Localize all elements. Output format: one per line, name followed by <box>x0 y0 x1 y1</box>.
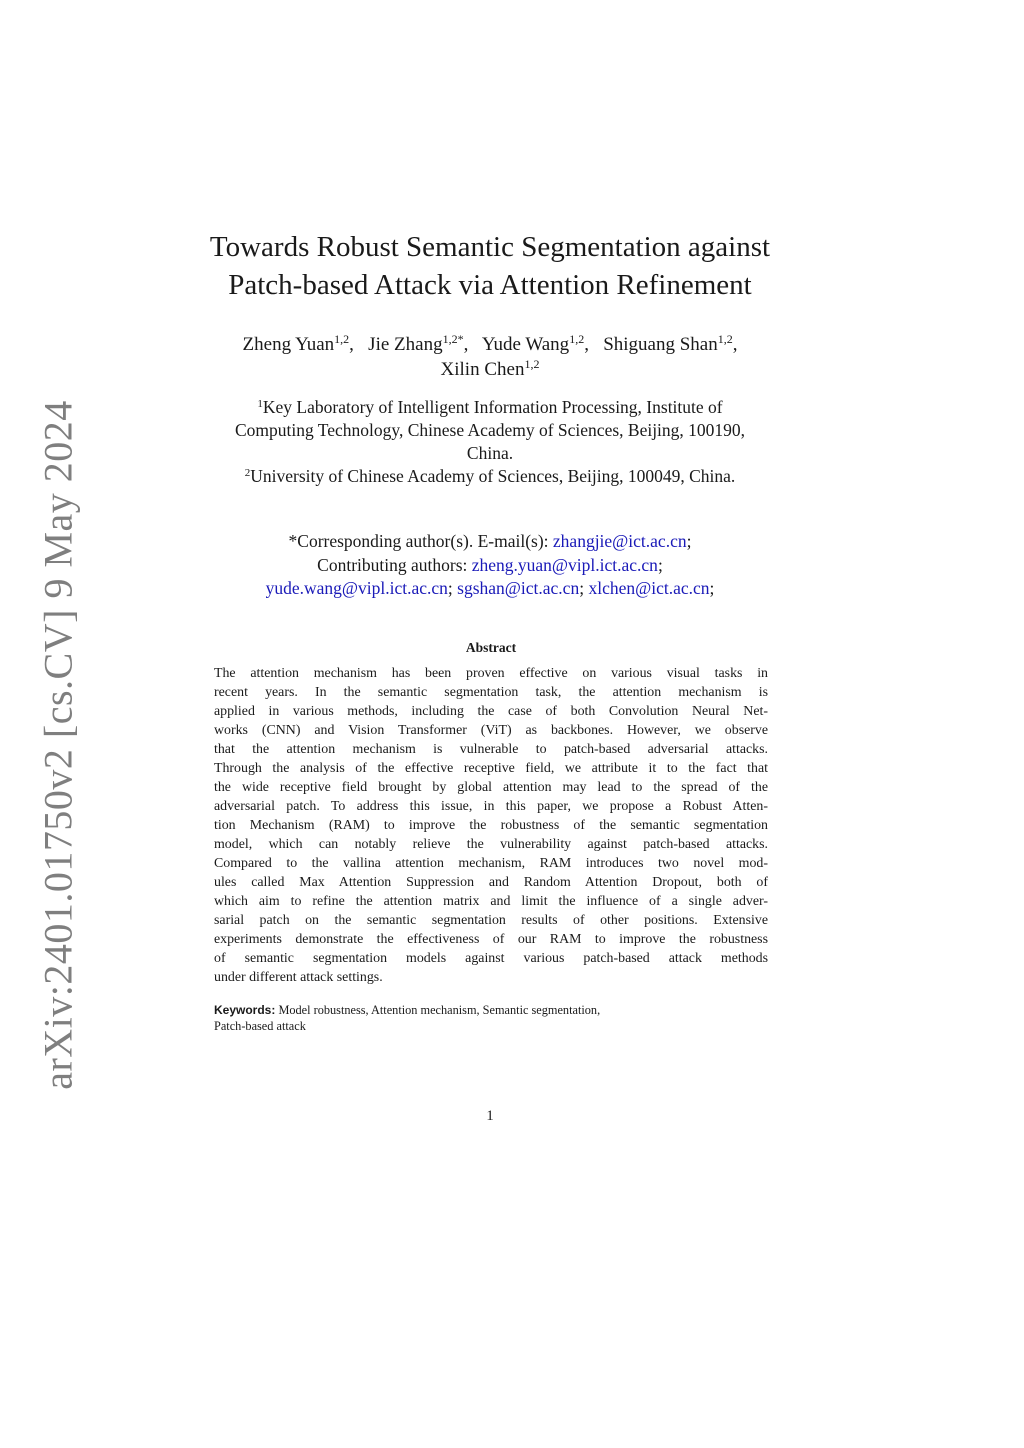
affiliation-text: Computing Technology, Chinese Academy of Sciences, Beijing, 100190, <box>234 420 746 440</box>
author-affil-sup: 1,2 <box>569 332 585 346</box>
abstract-line: ules called Max Attention Suppression and Random Attention Dropout, both of <box>214 875 768 890</box>
email-separator: ; <box>657 554 663 575</box>
author-affil-sup: 1,2 <box>524 357 540 371</box>
author-list <box>170 332 810 382</box>
keywords <box>214 1002 774 1034</box>
abstract-line: sarial patch on the semantic segmentation results of other positions. Extensive <box>214 913 768 928</box>
title-line: Patch-based Attack via Attention Refinement <box>228 269 752 301</box>
abstract-line: of semantic segmentation models against various patch-based attack methods <box>214 951 768 966</box>
affiliation-marker: 1 <box>257 398 263 410</box>
page-number: 1 <box>486 1108 494 1124</box>
email-link[interactable]: zheng.yuan@vipl.ict.ac.cn <box>471 554 658 575</box>
email-separator: ; <box>709 578 715 598</box>
abstract-line: Through the analysis of the effective receptive field, we attribute it to the fact that <box>214 761 768 776</box>
author-separator: , <box>349 334 354 355</box>
author-affil-sup: 1,2 <box>717 332 733 346</box>
abstract-line: Compared to the vallina attention mechanism, RAM introduces two novel mod- <box>214 856 768 871</box>
email-link[interactable]: yude.wang@vipl.ict.ac.cn <box>265 578 448 598</box>
abstract-text <box>214 664 768 987</box>
author-affil-sup: 1,2 <box>334 332 350 346</box>
abstract-line: under different attack settings. <box>214 970 383 985</box>
affiliation-2 <box>180 465 800 488</box>
contact-emails <box>180 530 800 601</box>
author-name: Jie Zhang <box>368 334 443 355</box>
email-separator: ; <box>579 578 585 598</box>
email-link[interactable]: xlchen@ict.ac.cn <box>588 578 710 598</box>
affiliation-text: University of Chinese Academy of Sciences, Beijing, 100049, China. <box>250 466 736 486</box>
abstract-line: that the attention mechanism is vulnerable to patch-based adversarial attacks. <box>214 742 768 757</box>
arxiv-identifier-text: arXiv:2401.01750v2 [cs.CV] 9 May 2024 <box>35 400 81 1090</box>
contributing-line <box>180 554 800 578</box>
corresponding-label: *Corresponding author(s). E-mail(s): <box>288 531 549 551</box>
author-name: Yude Wang <box>481 334 570 355</box>
author-separator: , <box>463 334 469 355</box>
author-line <box>170 332 810 357</box>
abstract-line: experiments demonstrate the effectiveness of our RAM to improve the robustness <box>214 932 768 947</box>
title-line: Towards Robust Semantic Segmentation against <box>209 231 771 263</box>
affiliations <box>180 396 800 488</box>
keywords-text: Model robustness, Attention mechanism, Semantic segmentation, <box>278 1003 601 1017</box>
contributing-label: Contributing authors: <box>317 554 468 575</box>
affiliation-1 <box>180 396 800 419</box>
abstract-line: tion Mechanism (RAM) to improve the robustness of the semantic segmentation <box>214 818 768 833</box>
affiliation-text: China. <box>466 443 514 463</box>
author-affil-sup: 1,2* <box>442 332 464 346</box>
author-name: Xilin Chen <box>440 359 525 380</box>
contributing-line <box>180 577 800 601</box>
email-separator: ; <box>447 578 453 598</box>
author-name: Zheng Yuan <box>242 334 335 355</box>
author-line <box>170 357 810 382</box>
abstract-line: recent years. In the semantic segmentation task, the attention mechanism is <box>214 685 768 700</box>
email-separator: ; <box>686 531 692 551</box>
abstract-line: works (CNN) and Vision Transformer (ViT) as backbones. However, we observe <box>214 723 768 738</box>
arxiv-identifier-stamp <box>23 400 93 1090</box>
abstract-line: the wide receptive field brought by global attention may lead to the spread of the <box>214 780 768 795</box>
author-name: Shiguang Shan <box>603 334 718 355</box>
affiliation-marker: 2 <box>244 467 251 479</box>
abstract-line: which aim to refine the attention matrix and limit the influence of a single adver- <box>214 894 768 909</box>
abstract-line: applied in various methods, including the case of both Convolution Neural Net- <box>214 704 768 719</box>
abstract-line: model, which can notably relieve the vulnerability against patch-based attacks. <box>214 837 768 852</box>
keywords-line <box>214 1002 774 1018</box>
abstract-line: The attention mechanism has been proven effective on various visual tasks in <box>214 666 768 681</box>
keywords-label: Keywords: <box>214 1003 276 1017</box>
email-link[interactable]: sgshan@ict.ac.cn <box>457 578 580 598</box>
author-separator: , <box>584 334 589 355</box>
abstract-heading: Abstract <box>465 640 517 655</box>
corresponding-line <box>180 530 800 554</box>
paper-title <box>150 228 830 304</box>
email-link[interactable]: zhangjie@ict.ac.cn <box>552 531 687 551</box>
abstract-line: adversarial patch. To address this issue, in this paper, we propose a Robust Atten- <box>214 799 768 814</box>
author-separator: , <box>732 334 738 355</box>
keywords-text: Patch-based attack <box>214 1019 306 1033</box>
affiliation-text: Key Laboratory of Intelligent Information Processing, Institute of <box>262 397 723 417</box>
